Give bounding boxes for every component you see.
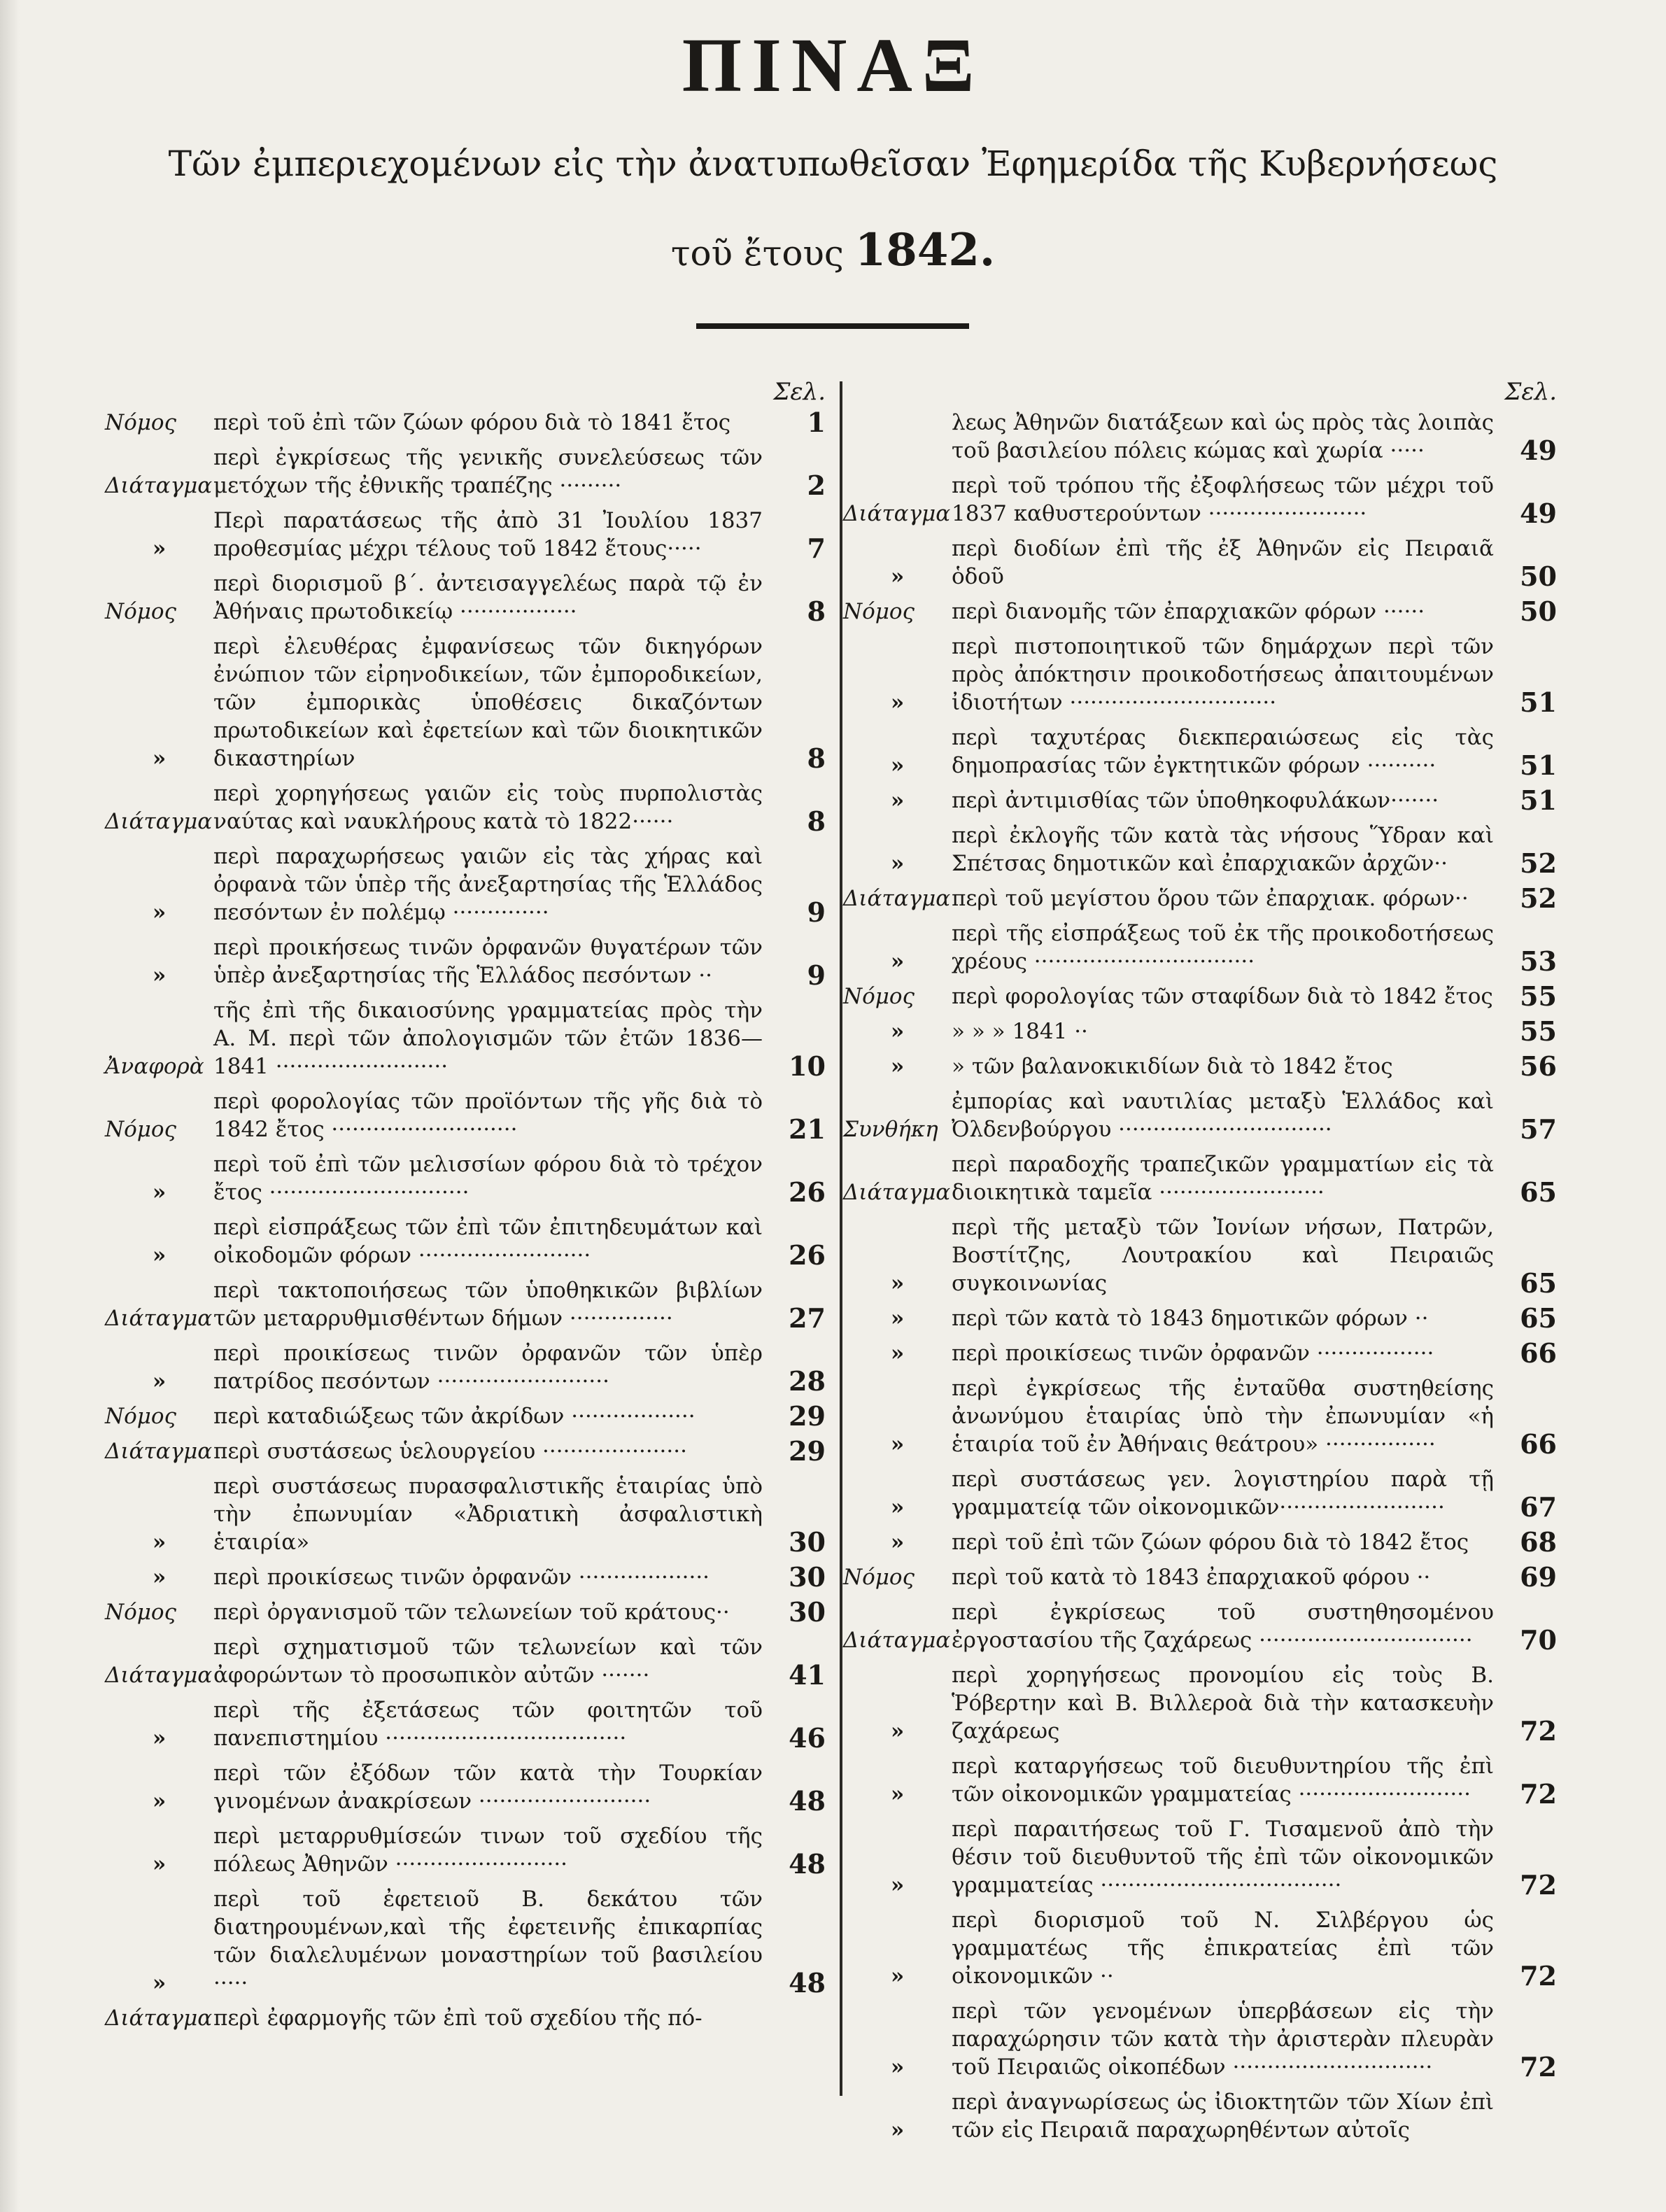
index-entry — [105, 1696, 826, 1752]
entry-description: περὶ προικίσεως τινῶν ὀρφανῶν ················· — [952, 1341, 1434, 1366]
entry-description: περὶ παραιτήσεως τοῦ Γ. Τισαμενοῦ ἀπὸ τὴν θέσιν τοῦ διευθυντοῦ τῆς ἐπὶ τῶν οἰκονομικῶν γραμματείας ··································· — [952, 1817, 1494, 1898]
entry-type-label: Νόμος — [105, 410, 176, 435]
entry-type-label: » — [152, 1180, 167, 1205]
entry-page-number: 67 — [1520, 1491, 1557, 1523]
page-column-header-right: Σελ. — [1504, 378, 1557, 406]
index-entry — [105, 2004, 826, 2032]
entry-description: ἐμπορίας καὶ ναυτιλίας μεταξὺ Ἑλλάδος καὶ Ὀλδενβούργου ······························· — [952, 1089, 1494, 1142]
index-entry — [843, 822, 1557, 878]
entry-type-label: » — [890, 1432, 905, 1457]
entry-page-number: 66 — [1520, 1428, 1557, 1460]
entry-description: περὶ τοῦ ἐπὶ τῶν ζώων φόρου διὰ τὸ 1841 ἔτος — [213, 410, 731, 435]
entry-page-number: 48 — [789, 1967, 826, 1999]
entry-type-label: » — [890, 1873, 905, 1898]
entry-type-label: » — [890, 1054, 905, 1079]
entry-description: περὶ συστάσεως ὑελουργείου ····················· — [213, 1439, 687, 1464]
entry-type-label: » — [152, 536, 167, 561]
entry-description: περὶ καταδιώξεως τῶν ἀκρίδων ·················· — [213, 1404, 696, 1429]
index-entry — [843, 1906, 1557, 1990]
index-entry — [843, 1374, 1557, 1458]
entry-description: » » » 1841 ·· — [952, 1019, 1088, 1044]
column-divider — [840, 381, 842, 2096]
entry-description: περὶ τῶν ἐξόδων τῶν κατὰ τὴν Τουρκίαν γινομένων ἀνακρίσεων ························· — [213, 1761, 763, 1814]
index-entry — [105, 1633, 826, 1689]
entry-type-label: Διάταγμα — [105, 2006, 213, 2031]
entry-type-label: » — [152, 1565, 167, 1590]
page-subtitle: Τῶν ἐμπεριεχομένων εἰς τὴν ἀνατυπωθεῖσαν Ἐφημερίδα τῆς Κυβερνήσεως — [168, 143, 1498, 184]
entry-page-number: 52 — [1520, 882, 1557, 914]
entry-page-number: 27 — [789, 1302, 826, 1334]
entry-page-number: 2 — [807, 470, 826, 501]
right-column — [843, 378, 1557, 2151]
index-entry — [843, 409, 1557, 465]
index-entry — [105, 1885, 826, 1997]
index-entry — [843, 1150, 1557, 1206]
index-entry — [105, 444, 826, 500]
entry-description: περὶ ἐγκρίσεως τῆς ἐνταῦθα συστηθείσης ἀνωνύμου ἑταιρίας ὑπὸ τὴν ἐπωνυμίαν «ἡ ἑταιρία τοῦ ἐν Ἀθήναις θεάτρου» ················ — [952, 1376, 1494, 1457]
entry-description: περὶ τῆς εἰσπράξεως τοῦ ἐκ τῆς προικοδοτήσεως χρέους ································ — [952, 921, 1494, 974]
entry-type-label: » — [890, 753, 905, 778]
entry-type-label: » — [890, 1782, 905, 1807]
entry-page-number: 10 — [789, 1050, 826, 1082]
entry-type-label: » — [890, 2118, 905, 2143]
entry-page-number: 48 — [789, 1848, 826, 1880]
entry-type-label: Διάταγμα — [105, 1306, 213, 1331]
entry-description: περὶ μεταρρυθμίσεών τινων τοῦ σχεδίου τῆς πόλεως Ἀθηνῶν ························· — [213, 1824, 763, 1877]
index-entry — [843, 920, 1557, 975]
index-entry — [105, 1822, 826, 1878]
index-entry — [105, 780, 826, 836]
entry-page-number: 69 — [1520, 1561, 1557, 1593]
entry-description: περὶ τῆς μεταξὺ τῶν Ἰονίων νήσων, Πατρῶν, Βοστίτζης, Λουτρακίου καὶ Πειραιῶς συγκοινωνίας — [952, 1215, 1494, 1296]
entry-type-label: Συνθήκη — [843, 1117, 938, 1142]
index-entry — [105, 1339, 826, 1395]
entry-description: Περὶ παρατάσεως τῆς ἀπὸ 31 Ἰουλίου 1837 προθεσμίας μέχρι τέλους τοῦ 1842 ἔτους····· — [213, 508, 763, 561]
entry-type-label: Διάταγμα — [105, 1663, 213, 1688]
index-entry — [843, 1213, 1557, 1297]
entry-page-number: 72 — [1520, 1778, 1557, 1810]
index-entry — [843, 1563, 1557, 1591]
entry-type-label: Ἀναφορὰ — [105, 1054, 204, 1079]
entry-description: περὶ διοδίων ἐπὶ τῆς ἐξ Ἀθηνῶν εἰς Πειραιᾶ ὁδοῦ — [952, 536, 1494, 589]
index-entry — [843, 1017, 1557, 1045]
entry-type-label: Διάταγμα — [843, 886, 951, 911]
index-entry — [105, 1598, 826, 1626]
entry-page-number: 56 — [1520, 1050, 1557, 1082]
entry-description: περὶ τοῦ μεγίστου ὅρου τῶν ἐπαρχιακ. φόρων·· — [952, 886, 1469, 911]
index-entry — [105, 1472, 826, 1556]
entry-page-number: 65 — [1520, 1176, 1557, 1208]
entry-type-label: Νόμος — [105, 1404, 176, 1429]
entry-description: περὶ ἐγκρίσεως τοῦ συστηθησομένου ἐργοστασίου τῆς ζαχάρεως ······························· — [952, 1600, 1494, 1653]
index-entry — [843, 598, 1557, 626]
left-column — [105, 378, 826, 2039]
entry-description: περὶ φορολογίας τῶν σταφίδων διὰ τὸ 1842 ἔτος — [952, 984, 1493, 1009]
entry-page-number: 21 — [789, 1113, 826, 1145]
entry-type-label: » — [152, 1369, 167, 1394]
entry-page-number: 51 — [1520, 749, 1557, 781]
entry-type-label: Διάταγμα — [105, 1439, 213, 1464]
index-entry — [843, 535, 1557, 591]
entry-description: περὶ διανομῆς τῶν ἐπαρχιακῶν φόρων ······ — [952, 599, 1425, 624]
index-entry — [105, 507, 826, 563]
entry-type-label: » — [152, 900, 167, 925]
entry-type-label: Διάταγμα — [843, 1180, 951, 1205]
entry-description: περὶ ταχυτέρας διεκπεραιώσεως εἰς τὰς δημοπρασίας τῶν ἐγκτητικῶν φόρων ·········· — [952, 725, 1494, 778]
entry-type-label: Νόμος — [843, 1565, 915, 1590]
year-prefix: τοῦ ἔτους — [670, 233, 844, 274]
entry-page-number: 9 — [807, 896, 826, 928]
index-entry — [843, 633, 1557, 717]
entry-description: λεως Ἀθηνῶν διατάξεων καὶ ὡς πρὸς τὰς λοιπὰς τοῦ βασιλείου πόλεις κώμας καὶ χωρία ····· — [952, 410, 1494, 463]
entry-description: περὶ προικίσεως τινῶν ὀρφανῶν ··················· — [213, 1565, 710, 1590]
entry-type-label: Νόμος — [105, 1600, 176, 1625]
index-entry — [843, 1598, 1557, 1654]
entry-type-label: » — [890, 690, 905, 715]
entry-type-label: » — [890, 788, 905, 813]
entry-page-number: 29 — [789, 1400, 826, 1432]
index-entry — [843, 2088, 1557, 2144]
entry-description: περὶ παραχωρήσεως γαιῶν εἰς τὰς χήρας καὶ ὀρφανὰ τῶν ὑπὲρ τῆς ἀνεξαρτησίας τῆς Ἑλλάδος πεσόντων ἐν πολέμῳ ·············· — [213, 844, 763, 925]
index-entry — [843, 1528, 1557, 1556]
entry-page-number: 49 — [1520, 435, 1557, 466]
entry-description: περὶ προικήσεως τινῶν ὀρφανῶν θυγατέρων τῶν ὑπὲρ ἀνεξαρτησίας τῆς Ἑλλάδος πεσόντων ·· — [213, 935, 763, 988]
entry-page-number: 8 — [807, 805, 826, 837]
entry-type-label: Διάταγμα — [105, 473, 213, 498]
entry-description: περὶ ἐφαρμογῆς τῶν ἐπὶ τοῦ σχεδίου τῆς πό- — [213, 2006, 703, 2031]
index-entry — [105, 1437, 826, 1465]
entry-type-label: » — [152, 1726, 167, 1751]
entry-page-number: 65 — [1520, 1302, 1557, 1334]
entry-type-label: » — [152, 1530, 167, 1555]
index-entry — [105, 1087, 826, 1143]
index-entry — [843, 724, 1557, 780]
entry-description: περὶ ἀναγνωρίσεως ὡς ἰδιοκτητῶν τῶν Χίων ἐπὶ τῶν εἰς Πειραιᾶ παραχωρηθέντων αὐτοῖς — [952, 2090, 1494, 2143]
entry-type-label: » — [890, 564, 905, 589]
index-entry — [105, 570, 826, 626]
entry-type-label: » — [152, 1243, 167, 1268]
entry-page-number: 51 — [1520, 784, 1557, 816]
entry-description: περὶ τοῦ ἐπὶ τῶν ζώων φόρου διὰ τὸ 1842 ἔτος — [952, 1530, 1469, 1555]
entry-page-number: 28 — [789, 1365, 826, 1397]
entry-type-label: Νόμος — [105, 1117, 176, 1142]
entry-description: περὶ διορισμοῦ β΄. ἀντεισαγγελέως παρὰ τῷ ἐν Ἀθήναις πρωτοδικείῳ ················· — [213, 571, 763, 624]
entry-description: περὶ χορηγήσεως γαιῶν εἰς τοὺς πυρπολιστὰς ναύτας καὶ ναυκλήρους κατὰ τὸ 1822······ — [213, 781, 763, 834]
left-entry-list — [105, 409, 826, 2032]
entry-page-number: 30 — [789, 1596, 826, 1628]
entry-description: περὶ συστάσεως πυρασφαλιστικῆς ἑταιρίας ὑπὸ τὴν ἐπωνυμίαν «Ἀδριατικὴ ἀσφαλιστικὴ ἑταιρία» — [213, 1474, 763, 1555]
index-entry — [843, 1752, 1557, 1808]
entry-page-number: 29 — [789, 1435, 826, 1467]
index-entry — [105, 1213, 826, 1269]
entry-page-number: 55 — [1520, 1015, 1557, 1047]
index-entry — [843, 1661, 1557, 1745]
entry-type-label: » — [890, 1964, 905, 1989]
index-entry — [105, 1150, 826, 1206]
index-entry — [105, 996, 826, 1080]
entry-description: περὶ ἐκλογῆς τῶν κατὰ τὰς νήσους Ὕδραν καὶ Σπέτσας δημοτικῶν καὶ ἐπαρχιακῶν ἀρχῶν·· — [952, 823, 1494, 876]
entry-description: περὶ τῆς ἐξετάσεως τῶν φοιτητῶν τοῦ πανεπιστημίου ··································· — [213, 1698, 763, 1751]
index-entry — [843, 472, 1557, 528]
entry-description: τῆς ἐπὶ τῆς δικαιοσύνης γραμματείας πρὸς τὴν Α. Μ. περὶ τῶν ἀπολογισμῶν τῶν ἐτῶν 1836—1841 ························· — [213, 998, 763, 1079]
year-line — [0, 224, 1666, 276]
entry-description: περὶ τῶν γενομένων ὑπερβάσεων εἰς τὴν παραχώρησιν τῶν κατὰ τὴν ἀριστερὰν πλευρὰν τοῦ Πειραιῶς οἰκοπέδων ····························· — [952, 1999, 1494, 2080]
index-entry — [843, 1339, 1557, 1367]
entry-type-label: » — [152, 1789, 167, 1814]
entry-type-label: Νόμος — [843, 984, 915, 1009]
page-edge — [0, 0, 20, 2212]
entry-type-label: » — [890, 1530, 905, 1555]
entry-description: περὶ καταργήσεως τοῦ διευθυντηρίου τῆς ἐπὶ τῶν οἰκονομικῶν γραμματείας ························· — [952, 1754, 1494, 1807]
index-entry — [105, 1276, 826, 1332]
entry-page-number: 46 — [789, 1722, 826, 1754]
entry-type-label: » — [890, 1341, 905, 1366]
entry-page-number: 65 — [1520, 1267, 1557, 1299]
entry-type-label: Διάταγμα — [843, 1628, 951, 1653]
entry-description: περὶ διορισμοῦ τοῦ Ν. Σιλβέργου ὡς γραμματέως τῆς ἐπικρατείας ἐπὶ τῶν οἰκονομικῶν ·· — [952, 1908, 1494, 1989]
entry-description: περὶ χορηγήσεως προνομίου εἰς τοὺς Β. Ῥόβερτην καὶ Β. Βιλλεροὰ διὰ τὴν κατασκευὴν ζαχάρεως — [952, 1663, 1494, 1744]
entry-type-label: » — [152, 963, 167, 988]
right-entry-list — [843, 409, 1557, 2144]
entry-page-number: 72 — [1520, 1960, 1557, 1992]
entry-description: περὶ τοῦ κατὰ τὸ 1843 ἐπαρχιακοῦ φόρου ·· — [952, 1565, 1431, 1590]
entry-description: περὶ παραδοχῆς τραπεζικῶν γραμματίων εἰς τὰ διοικητικὰ ταμεῖα ························ — [952, 1152, 1494, 1205]
entry-page-number: 57 — [1520, 1113, 1557, 1145]
entry-page-number: 50 — [1520, 561, 1557, 592]
index-entry — [105, 1402, 826, 1430]
entry-type-label: Νόμος — [105, 599, 176, 624]
index-entry — [105, 409, 826, 437]
entry-page-number: 66 — [1520, 1337, 1557, 1369]
entry-page-number: 7 — [807, 533, 826, 564]
entry-page-number: 68 — [1520, 1526, 1557, 1558]
entry-description: περὶ τῶν κατὰ τὸ 1843 δημοτικῶν φόρων ·· — [952, 1306, 1429, 1331]
entry-description: περὶ εἰσπράξεως τῶν ἐπὶ τῶν ἐπιτηδευμάτων καὶ οἰκοδομῶν φόρων ························· — [213, 1215, 763, 1268]
entry-page-number: 48 — [789, 1785, 826, 1817]
entry-page-number: 8 — [807, 742, 826, 774]
entry-type-label: » — [890, 1306, 905, 1331]
entry-page-number: 30 — [789, 1526, 826, 1558]
entry-page-number: 70 — [1520, 1624, 1557, 1656]
entry-type-label: » — [890, 851, 905, 876]
entry-description: περὶ πιστοποιητικοῦ τῶν δημάρχων περὶ τῶν πρὸς ἀπόκτησιν προικοδοτήσεως ἀπαιτουμένων ἰδιοτήτων ······························ — [952, 634, 1494, 715]
entry-description: περὶ ἐλευθέρας ἐμφανίσεως τῶν δικηγόρων ἐνώπιον τῶν εἰρηνοδικείων, τῶν ἐμποροδικείων, τῶν ἐμπορικὰς ὑποθέσεις δικαζόντων πρωτοδικείων καὶ ἐφετείων καὶ τῶν διοικητικῶν δικαστηρίων — [213, 634, 763, 771]
entry-description: περὶ προικίσεως τινῶν ὀρφανῶν τῶν ὑπὲρ πατρίδος πεσόντων ························· — [213, 1341, 763, 1394]
entry-type-label: Διάταγμα — [843, 501, 951, 526]
entry-page-number: 52 — [1520, 847, 1557, 879]
index-entry — [843, 1997, 1557, 2081]
entry-page-number: 72 — [1520, 2051, 1557, 2083]
entry-type-label: » — [152, 1852, 167, 1877]
page-title: ΠΙΝΑΞ — [682, 22, 984, 108]
index-entry — [105, 934, 826, 989]
entry-type-label: Νόμος — [843, 599, 915, 624]
entry-type-label: » — [890, 1495, 905, 1520]
entry-page-number: 55 — [1520, 980, 1557, 1012]
entry-page-number: 72 — [1520, 1869, 1557, 1901]
entry-type-label: » — [152, 746, 167, 771]
index-entry — [105, 633, 826, 773]
year: 1842. — [854, 224, 996, 276]
entry-page-number: 72 — [1520, 1715, 1557, 1747]
index-entry — [105, 1759, 826, 1815]
entry-description: περὶ συστάσεως γεν. λογιστηρίου παρὰ τῇ γραμματείᾳ τῶν οἰκονομικῶν························ — [952, 1467, 1494, 1520]
entry-page-number: 26 — [789, 1176, 826, 1208]
entry-description: περὶ σχηματισμοῦ τῶν τελωνείων καὶ τῶν ἀφορώντων τὸ προσωπικὸν αὐτῶν ······· — [213, 1635, 763, 1688]
entry-page-number: 8 — [807, 596, 826, 627]
index-entry — [843, 1815, 1557, 1899]
index-entry — [105, 843, 826, 927]
entry-type-label: Διάταγμα — [105, 809, 213, 834]
entry-type-label: » — [152, 1971, 167, 1996]
entry-description: » τῶν βαλανοκικιδίων διὰ τὸ 1842 ἔτος — [952, 1054, 1393, 1079]
entry-description: περὶ τοῦ ἐφετειοῦ Β. δεκάτου τῶν διατηρουμένων,καὶ τῆς ἐφετεινῆς ἐπικαρπίας τῶν διαλελυμένων μοναστηρίων τοῦ βασιλείου ····· — [213, 1887, 763, 1996]
page-column-header-left: Σελ. — [773, 378, 826, 406]
entry-description: περὶ ἀντιμισθίας τῶν ὑποθηκοφυλάκων······· — [952, 788, 1439, 813]
entry-type-label: » — [890, 1719, 905, 1744]
index-entry — [843, 1304, 1557, 1332]
entry-description: περὶ φορολογίας τῶν προϊόντων τῆς γῆς διὰ τὸ 1842 ἔτος ··························· — [213, 1089, 763, 1142]
entry-type-label: » — [890, 949, 905, 974]
entry-page-number: 1 — [807, 407, 826, 438]
entry-page-number: 26 — [789, 1239, 826, 1271]
entry-page-number: 51 — [1520, 686, 1557, 718]
entry-page-number: 50 — [1520, 596, 1557, 627]
entry-page-number: 53 — [1520, 945, 1557, 977]
index-entry — [843, 1087, 1557, 1143]
entry-description: περὶ ἐγκρίσεως τῆς γενικῆς συνελεύσεως τῶν μετόχων τῆς ἐθνικῆς τραπέζης ········· — [213, 445, 763, 498]
entry-type-label: » — [890, 1271, 905, 1296]
index-entry — [843, 1052, 1557, 1080]
index-entry — [843, 784, 1557, 816]
entry-page-number: 49 — [1520, 498, 1557, 529]
index-entry — [105, 1563, 826, 1591]
entry-page-number: 41 — [789, 1659, 826, 1691]
index-entry — [843, 982, 1557, 1010]
entry-description: περὶ τοῦ τρόπου τῆς ἐξοφλήσεως τῶν μέχρι τοῦ 1837 καθυστερούντων ······················· — [952, 473, 1494, 526]
title-rule — [696, 323, 969, 329]
entry-page-number: 30 — [789, 1561, 826, 1593]
entry-description: περὶ ὀργανισμοῦ τῶν τελωνείων τοῦ κράτους·· — [213, 1600, 730, 1625]
index-entry — [843, 882, 1557, 914]
index-entry — [843, 1465, 1557, 1521]
entry-description: περὶ τακτοποιήσεως τῶν ὑποθηκικῶν βιβλίων τῶν μεταρρυθμισθέντων δήμων ··············· — [213, 1278, 763, 1331]
entry-page-number: 9 — [807, 959, 826, 991]
entry-description: περὶ τοῦ ἐπὶ τῶν μελισσίων φόρου διὰ τὸ τρέχον ἔτος ····························· — [213, 1152, 763, 1205]
entry-type-label: » — [890, 2055, 905, 2080]
entry-type-label: » — [890, 1019, 905, 1044]
